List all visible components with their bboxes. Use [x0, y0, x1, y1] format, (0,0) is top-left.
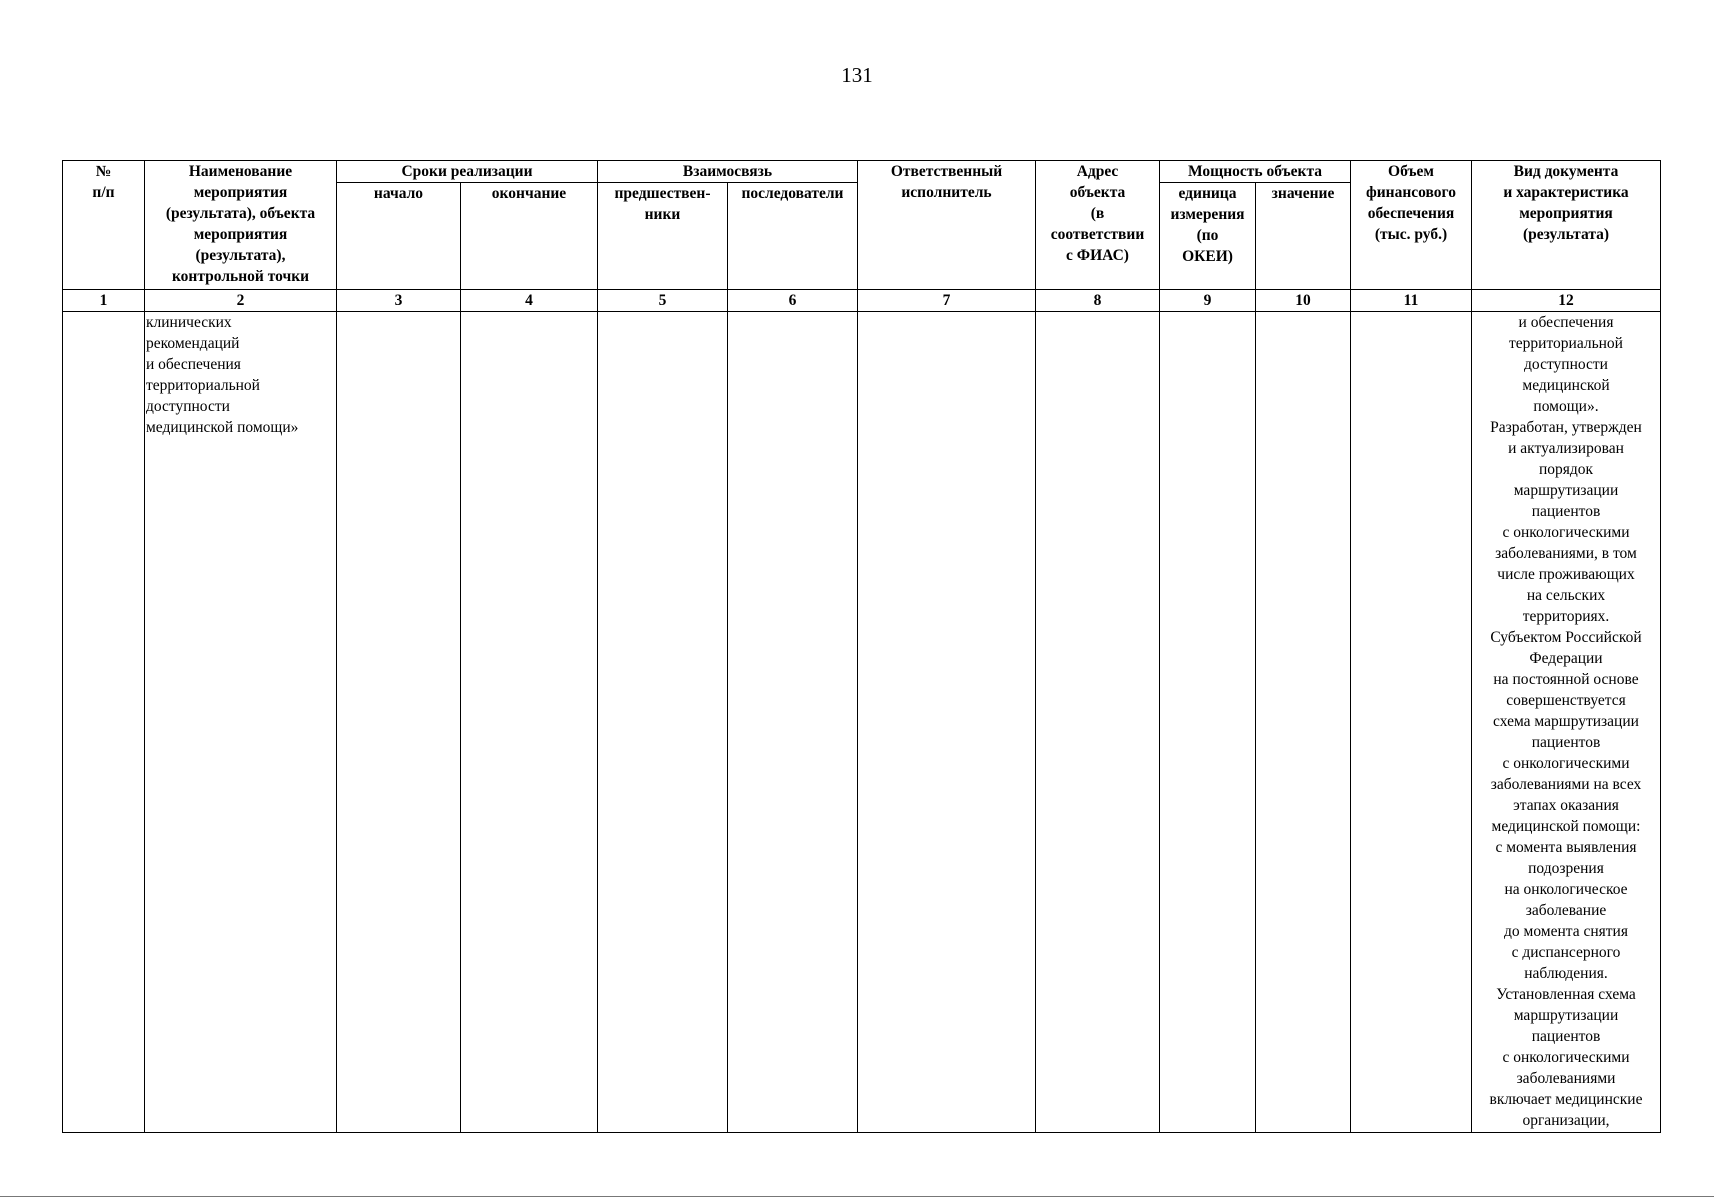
text-line: помощи».: [1533, 398, 1599, 415]
text-line: территориальной: [146, 377, 260, 394]
text-line: заболевание: [1525, 902, 1607, 919]
text-line: клинических: [146, 314, 232, 331]
header-doc-type: Вид документа и характеристика мероприятия (результата): [1472, 161, 1661, 290]
text-line: наблюдения.: [1524, 965, 1608, 982]
text-line: с диспансерного: [1511, 944, 1621, 961]
text-line: Федерации: [1529, 650, 1603, 667]
text-line: этапах оказания: [1513, 797, 1619, 814]
header-capacity-group: Мощность объекта: [1160, 161, 1351, 183]
text-line: маршрутизации: [1513, 1007, 1619, 1024]
text-line: рекомендаций: [146, 335, 240, 352]
text-line: и обеспечения: [1518, 314, 1614, 331]
page-number: 131: [841, 63, 873, 87]
column-number: 7: [858, 290, 1036, 312]
column-number: 8: [1036, 290, 1160, 312]
column-number: 9: [1160, 290, 1256, 312]
text-line: числе проживающих: [1497, 566, 1635, 583]
header-start: начало: [337, 183, 461, 290]
text-line: на онкологическое: [1504, 881, 1628, 898]
column-number: 12: [1472, 290, 1661, 312]
column-number: 10: [1256, 290, 1351, 312]
header-relation-group: Взаимосвязь: [598, 161, 858, 183]
cell-unit: [1160, 312, 1256, 1133]
text-line: заболеваниями: [1516, 1070, 1616, 1087]
text-line: медицинской помощи:: [1491, 818, 1641, 835]
text-line: включает медицинские: [1489, 1091, 1643, 1108]
text-line: территориях.: [1522, 608, 1610, 625]
text-line: на постоянной основе: [1493, 671, 1639, 688]
cell-predecessors: [598, 312, 728, 1133]
text-line: порядок: [1538, 461, 1594, 478]
text-line: до момента снятия: [1504, 923, 1628, 940]
column-number-row: [63, 290, 1661, 312]
text-line: с момента выявления: [1495, 839, 1637, 856]
header-unit: единица измерения (по ОКЕИ): [1160, 183, 1256, 290]
cell-num: [63, 312, 145, 1133]
text-line: Субъектом Российской: [1490, 629, 1642, 646]
column-number: 11: [1351, 290, 1472, 312]
text-line: подозрения: [1528, 860, 1604, 877]
column-number: 3: [337, 290, 461, 312]
text-line: с онкологическими: [1502, 524, 1630, 541]
header-successors: последователи: [728, 183, 858, 290]
column-number: 5: [598, 290, 728, 312]
text-line: доступности: [1524, 356, 1608, 373]
text-line: и актуализирован: [1508, 440, 1624, 457]
header-address: Адрес объекта (в соответствии с ФИАС): [1036, 161, 1160, 290]
text-line: маршрутизации: [1513, 482, 1619, 499]
header-value: значение: [1256, 183, 1351, 290]
cell-finance: [1351, 312, 1472, 1133]
text-line: и обеспечения: [146, 356, 241, 373]
text-line: пациентов: [1531, 1028, 1601, 1045]
cell-value: [1256, 312, 1351, 1133]
activity-plan-table: [62, 160, 1661, 1133]
text-line: с онкологическими: [1502, 755, 1630, 772]
text-line: схема маршрутизации: [1493, 713, 1639, 730]
text-line: пациентов: [1531, 734, 1601, 751]
text-line: Установленная схема: [1496, 986, 1636, 1003]
text-line: заболеваниями на всех: [1490, 776, 1642, 793]
text-line: совершенствуется: [1506, 692, 1626, 709]
column-number: 1: [63, 290, 145, 312]
text-line: медицинской помощи»: [146, 419, 299, 436]
column-number: 4: [461, 290, 598, 312]
text-line: Разработан, утвержден: [1490, 419, 1642, 436]
header-end: окончание: [461, 183, 598, 290]
header-predecessors: предшествен- ники: [598, 183, 728, 290]
cell-activity-name: [145, 312, 337, 1133]
text-line: организации,: [1522, 1112, 1610, 1129]
text-line: с онкологическими: [1502, 1049, 1630, 1066]
column-number: 2: [145, 290, 337, 312]
cell-document-description: [1472, 312, 1661, 1133]
header-name: Наименование мероприятия (результата), объекта мероприятия (результата), контрольной точки: [145, 161, 337, 290]
text-line: территориальной: [1509, 335, 1623, 352]
cell-end: [461, 312, 598, 1133]
header-terms-group: Сроки реализации: [337, 161, 598, 183]
cell-address: [1036, 312, 1160, 1133]
text-line: доступности: [146, 398, 230, 415]
text-line: пациентов: [1531, 503, 1601, 520]
column-number: 6: [728, 290, 858, 312]
header-finance: Объем финансового обеспечения (тыс. руб.): [1351, 161, 1472, 290]
header-num: № п/п: [63, 161, 145, 290]
cell-successors: [728, 312, 858, 1133]
cell-start: [337, 312, 461, 1133]
text-line: на сельских: [1526, 587, 1606, 604]
header-executor: Ответственный исполнитель: [858, 161, 1036, 290]
text-line: заболеваниями, в том: [1495, 545, 1637, 562]
scan-edge-line: [0, 1196, 1714, 1197]
cell-executor: [858, 312, 1036, 1133]
text-line: медицинской: [1522, 377, 1610, 394]
table-row: [63, 312, 1661, 1133]
